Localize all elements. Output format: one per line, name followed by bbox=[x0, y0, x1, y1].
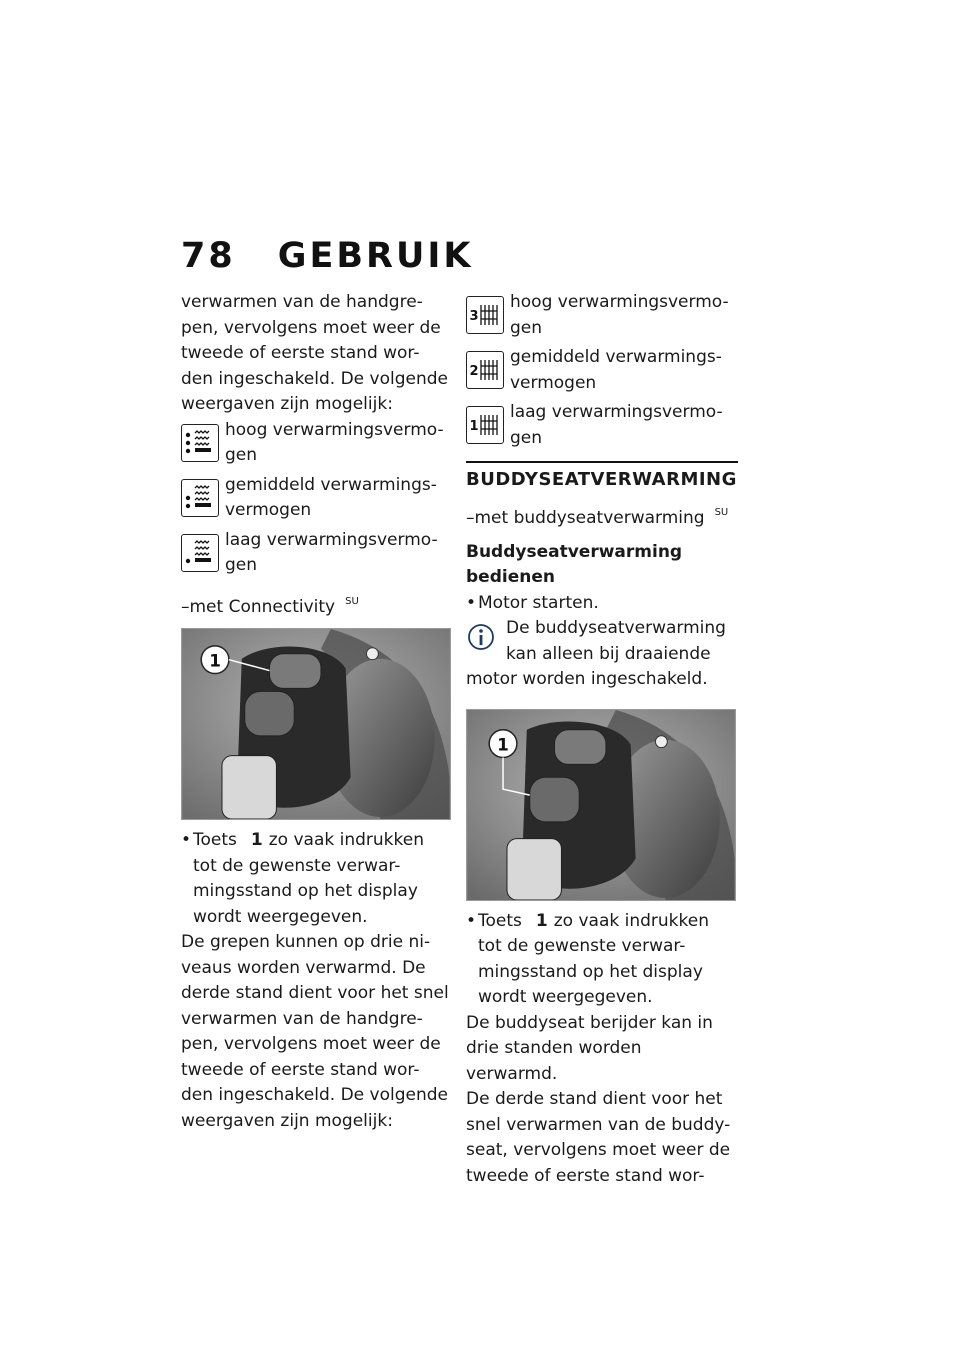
seat-level-medium: 2 gemiddeld verwarmings- vermogen bbox=[466, 345, 738, 396]
svg-text:2: 2 bbox=[469, 364, 479, 379]
body-paragraph: De buddyseat berijder kan in drie standen worden verwarmd. De derde stand dient voor het snel verwarmen van de buddy- seat, vervolgens moet weer de tweede of eerste stand wor- bbox=[466, 1012, 731, 1186]
svg-text:1: 1 bbox=[469, 419, 479, 434]
heat-level-3-icon bbox=[181, 424, 219, 462]
heat-level-high: hoog verwarmingsvermo- gen bbox=[181, 418, 453, 469]
info-icon bbox=[466, 622, 496, 656]
photo-callout: 1 bbox=[209, 650, 221, 671]
bullet-item: • Toets 1 zo vaak indrukken tot de gewenste verwar- mingsstand op het display wordt weergegeven. bbox=[466, 910, 709, 1007]
left-column bbox=[181, 290, 453, 1134]
seat-level-1-icon bbox=[466, 406, 504, 444]
section-heading: BUDDYSEATVERWARMING bbox=[466, 461, 738, 490]
page-number: 78 bbox=[181, 236, 236, 276]
section-title: GEBRUIK bbox=[277, 236, 474, 276]
intro-paragraph: verwarmen van de handgre- pen, vervolgens moet weer de tweede of eerste stand wor- den ingeschakeld. De volgende weergaven zijn mogelijk: bbox=[181, 292, 449, 414]
note-continuation: motor worden ingeschakeld. bbox=[466, 669, 708, 689]
variant-label: –met buddyseatverwarming $^{SU}$ bbox=[466, 507, 729, 528]
seat-level-2-icon bbox=[466, 351, 504, 389]
photo-callout: 1 bbox=[497, 734, 509, 755]
heat-level-2-icon bbox=[181, 479, 219, 517]
buddyseat-switch-photo bbox=[466, 709, 736, 901]
variant-code: SU bbox=[714, 507, 729, 518]
bullet-item: • Toets 1 zo vaak indrukken tot de gewenste verwar- mingsstand op het display wordt weergegeven. bbox=[181, 830, 424, 927]
heat-level-low: laag verwarmingsvermo- gen bbox=[181, 528, 453, 579]
body-paragraph: De grepen kunnen op drie ni- veaus worden verwarmd. De derde stand dient voor het snel verwarmen van de handgre- pen, vervolgens moet weer de tweede of eerste stand wor- den ingeschakeld. De volgende weergaven zijn mogelijk: bbox=[181, 932, 449, 1131]
handlebar-switch-photo bbox=[181, 628, 451, 820]
right-column bbox=[466, 290, 738, 1189]
svg-text:3: 3 bbox=[469, 309, 479, 324]
variant-code: SU bbox=[345, 595, 359, 607]
page-header bbox=[181, 236, 474, 276]
bullet-item: • Motor starten. bbox=[466, 592, 599, 613]
info-note: De buddyseatverwarming kan alleen bij draaiende bbox=[466, 616, 738, 667]
heat-level-medium: gemiddeld verwarmings- vermogen bbox=[181, 473, 453, 524]
heat-level-1-icon bbox=[181, 534, 219, 572]
seat-level-3-icon bbox=[466, 296, 504, 334]
subheading: Buddyseatverwarming bedienen bbox=[466, 541, 683, 587]
seat-level-high: 3 hoog verwarmingsvermo- gen bbox=[466, 290, 738, 341]
seat-level-low: 1 laag verwarmingsvermo- gen bbox=[466, 400, 738, 451]
variant-label: –met Connectivity $^{SU}$ bbox=[181, 595, 359, 617]
